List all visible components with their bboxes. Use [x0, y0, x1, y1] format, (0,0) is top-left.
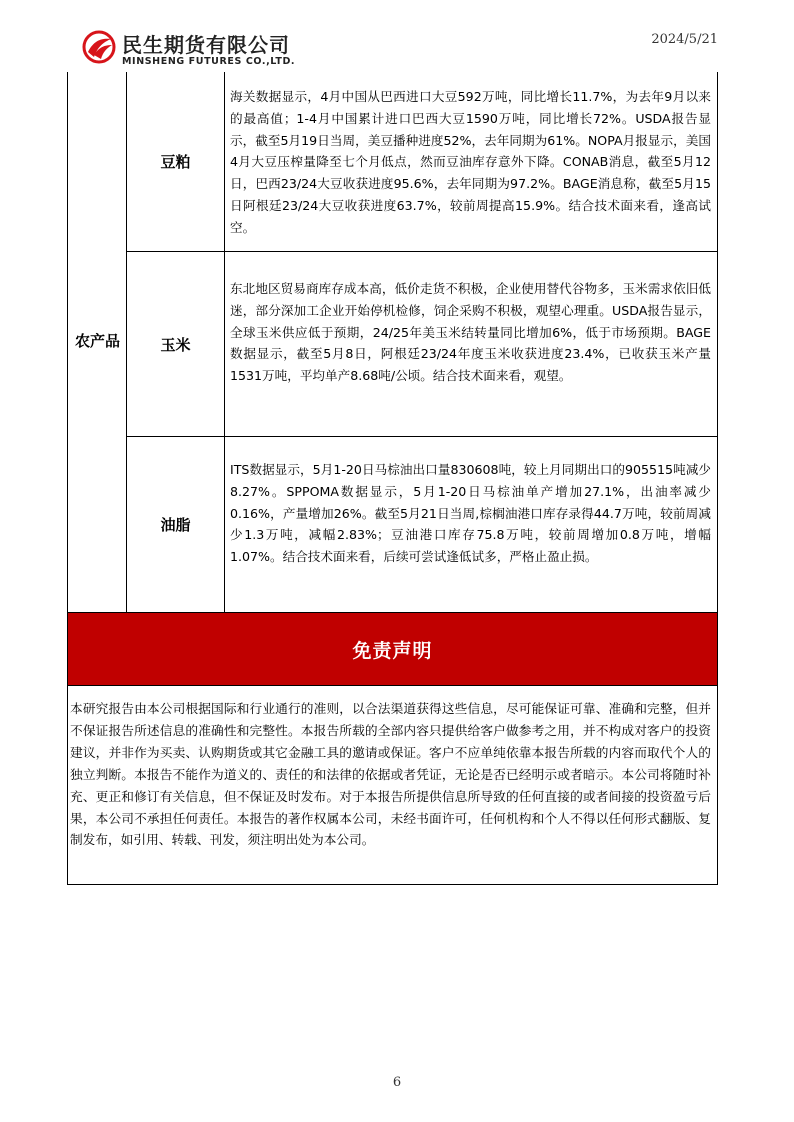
product-name: 油脂 — [127, 437, 225, 612]
category-label: 农产品 — [74, 332, 120, 350]
table-row — [127, 437, 717, 612]
report-date: 2024/5/21 — [651, 32, 718, 47]
product-name: 玉米 — [127, 252, 225, 436]
disclaimer-text: 本研究报告由本公司根据国际和行业通行的准则，以合法渠道获得这些信息，尽可能保证可靠、准确和完整，但并不保证报告所述信息的准确性和完整性。本报告所载的全部内容只提供给客户做参考之用，并不构成对客户的投资建议，并非作为买卖、认购期货或其它金融工具的邀请或保证。客户不应单纯依靠本报告所载的内容而取代个人的独立判断。本报告不能作为道义的、责任的和法律的依据或者凭证，无论是否已经明示或者暗示。本公司将随时补充、更正和修订有关信息，但不保证及时发布。对于本报告所提供信息所导致的任何直接的或者间接的投资盈亏后果，本公司不承担任何责任。本报告的著作权属本公司，未经书面许可，任何机构和个人不得以任何形式翻版、复制发布，如引用、转载、刊发，须注明出处为本公司。 — [70, 701, 711, 848]
table-row — [127, 252, 717, 437]
category-column — [68, 72, 127, 612]
company-name-cn: 民生期货有限公司 — [122, 33, 290, 57]
disclaimer-title: 免责声明 — [68, 612, 717, 686]
report-table — [67, 72, 718, 885]
company-logo-icon — [82, 30, 116, 64]
product-commentary: 东北地区贸易商库存成本高，低价走货不积极，企业使用替代谷物多，玉米需求依旧低迷，部分深加工企业开始停机检修，饲企采购不积极，观望心理重。USDA报告显示，全球玉米供应低于预期，24/25年美玉米结转量同比增加6%，低于市场预期。BAGE数据显示，截至5月8日，阿根廷23/24年度玉米收获进度23.4%，已收获玉米产量1531万吨，平均单产8.68吨/公顷。结合技术面来看，观望。 — [230, 281, 711, 384]
product-commentary: ITS数据显示，5月1-20日马棕油出口量830608吨，较上月同期出口的905515吨减少8.27%。SPPOMA数据显示，5月1-20日马棕油单产增加27.1%，出油率减少0.16%，产量增加26%。截至5月21日当周,棕榈油港口库存录得44.7万吨，较前周减少1.3万吨，减幅2.83%；豆油港口库存75.8万吨，较前周增加0.8万吨，增幅1.07%。结合技术面来看，后续可尝试逢低试多，严格止盈止损。 — [230, 462, 711, 565]
company-name-en: MINSHENG FUTURES CO.,LTD. — [122, 56, 296, 67]
page-header — [0, 0, 794, 72]
product-name: 豆粕 — [127, 72, 225, 251]
product-commentary: 海关数据显示，4月中国从巴西进口大豆592万吨，同比增长11.7%，为去年9月以来的最高值；1-4月中国累计进口巴西大豆1590万吨，同比增长72%。USDA报告显示，截至5月19日当周，美豆播种进度52%，去年同期为61%。NOPA月报显示，美国4月大豆压榨量降至七个月低点，然而豆油库存意外下降。CONAB消息，截至5月12日，巴西23/24大豆收获进度95.6%，去年同期为97.2%。BAGE消息称，截至5月15日阿根廷23/24大豆收获进度63.7%，较前周提高15.9%。结合技术面来看，逢高试空。 — [230, 89, 711, 235]
page-number: 6 — [392, 1075, 402, 1090]
table-row — [127, 72, 717, 252]
